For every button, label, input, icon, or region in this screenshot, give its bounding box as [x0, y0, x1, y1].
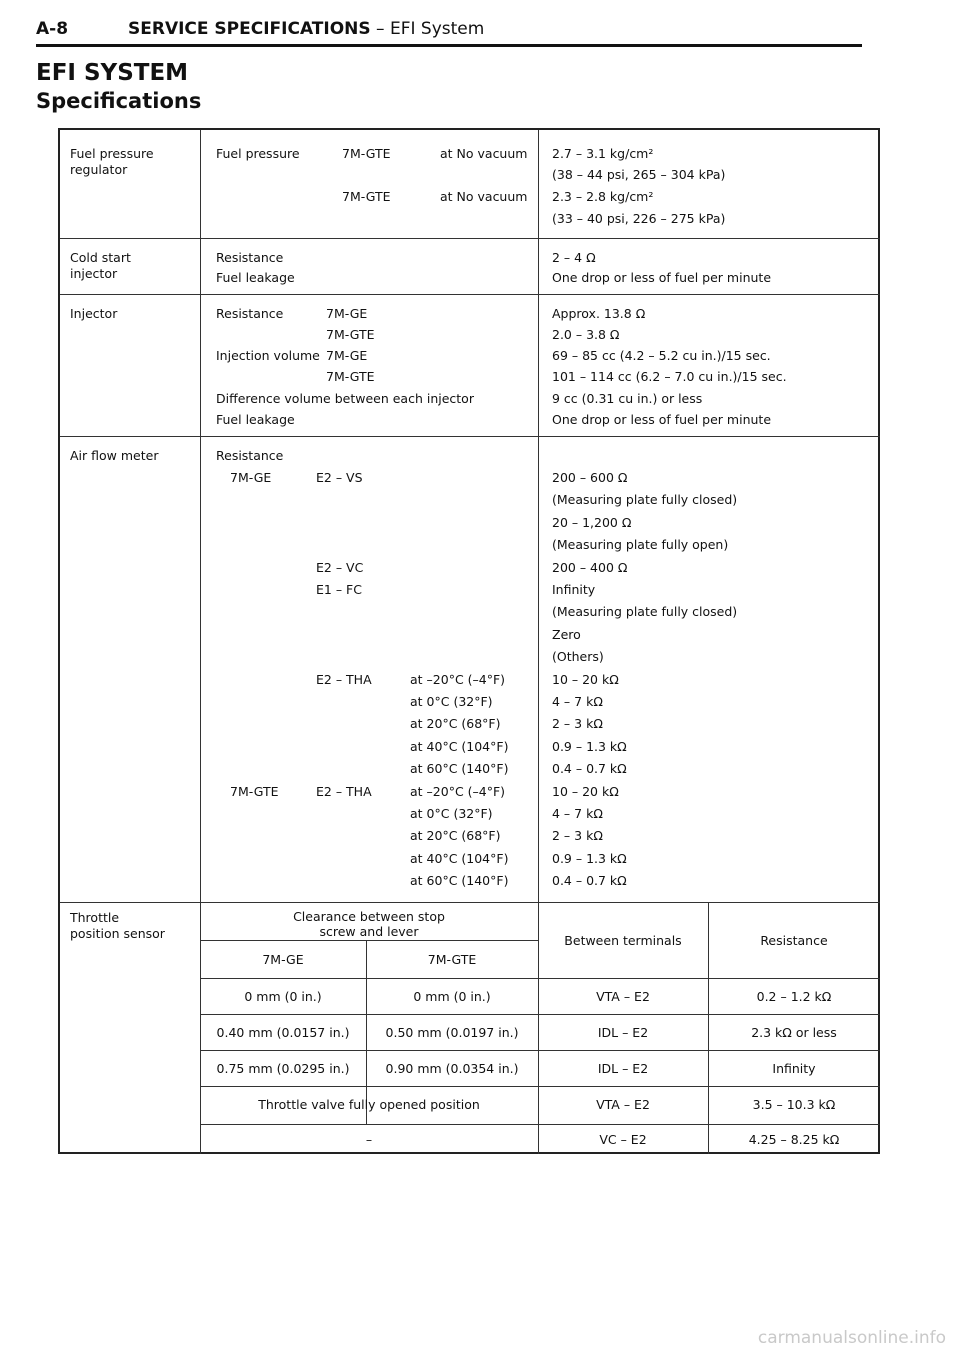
clearance-7m-ge-cell: 0.75 mm (0.0295 in.)	[216, 1061, 350, 1076]
page-number: A-8	[36, 19, 69, 39]
watermark: carmanualsonline.info	[757, 1328, 946, 1348]
value-cell: 10 – 20 kΩ	[552, 672, 619, 687]
grid-rule	[200, 978, 880, 979]
grid-rule	[200, 1050, 880, 1051]
section-label-cold-start-injector: Cold start	[70, 250, 131, 265]
value-cell: 4 – 7 kΩ	[552, 694, 603, 709]
terminal-cell: E1 – FC	[316, 582, 362, 597]
header-model-7m-gte: 7M-GTE	[427, 952, 477, 967]
header-between-terminals: Between terminals	[564, 933, 682, 948]
header-clearance: Clearance between stop	[293, 909, 445, 924]
header-model-7m-ge: 7M-GE	[262, 952, 304, 967]
header-resistance: Resistance	[760, 933, 828, 948]
section-label-throttle-position-sensor: Throttle	[70, 910, 120, 925]
value-cell: 0.9 – 1.3 kΩ	[552, 739, 627, 754]
grid-rule	[200, 1086, 880, 1087]
condition-cell: at No vacuum	[440, 146, 528, 161]
value-cell: 0.4 – 0.7 kΩ	[552, 873, 627, 888]
specifications-table	[58, 128, 880, 1154]
value-cell: Infinity	[552, 582, 596, 597]
model-cell: 7M-GTE	[342, 189, 391, 204]
condition-cell: at 40°C (104°F)	[410, 851, 509, 866]
item-cell: Resistance	[216, 250, 284, 265]
running-header-section: SERVICE SPECIFICATIONS	[128, 19, 371, 39]
condition-cell: at –20°C (–4°F)	[410, 784, 506, 799]
value-cell: (Measuring plate fully closed)	[552, 604, 738, 619]
section-label-cold-start-injector-2: injector	[70, 266, 118, 281]
section-rule	[60, 294, 880, 295]
value-cell: (Measuring plate fully closed)	[552, 492, 738, 507]
model-cell: 7M-GTE	[342, 146, 391, 161]
condition-cell: at No vacuum	[440, 189, 528, 204]
clearance-7m-gte-cell: 0.90 mm (0.0354 in.)	[385, 1061, 519, 1076]
item-fuel-pressure: Fuel pressure	[216, 146, 300, 161]
terminal-cell: E2 – THA	[316, 784, 372, 799]
value-cell: 9 cc (0.31 cu in.) or less	[552, 391, 703, 406]
condition-cell: at 0°C (32°F)	[410, 694, 493, 709]
terminals-cell: IDL – E2	[597, 1061, 649, 1076]
terminal-cell: E2 – VC	[316, 560, 364, 575]
condition-cell: at –20°C (–4°F)	[410, 672, 506, 687]
item-cell: Resistance	[216, 306, 284, 321]
running-header-subsection: – EFI System	[370, 19, 485, 39]
clearance-7m-ge-cell: 0.40 mm (0.0157 in.)	[216, 1025, 350, 1040]
value-cell: 0.4 – 0.7 kΩ	[552, 761, 627, 776]
section-label-fuel-pressure-regulator-2: regulator	[70, 162, 128, 177]
value-cell: 2.3 – 2.8 kg/cm²	[552, 189, 654, 204]
value-cell: 101 – 114 cc (6.2 – 7.0 cu in.)/15 sec.	[552, 369, 787, 384]
section-label-air-flow-meter: Air flow meter	[70, 448, 159, 463]
terminals-cell: IDL – E2	[597, 1025, 649, 1040]
page-subtitle: Specifications	[36, 89, 202, 113]
terminals-cell: VTA – E2	[596, 1097, 650, 1112]
condition-cell: at 0°C (32°F)	[410, 806, 493, 821]
resistance-cell: Infinity	[772, 1061, 816, 1076]
value-cell: (Others)	[552, 649, 604, 664]
condition-cell: at 60°C (140°F)	[410, 761, 509, 776]
resistance-cell: 0.2 – 1.2 kΩ	[756, 989, 832, 1004]
value-cell: 10 – 20 kΩ	[552, 784, 619, 799]
clearance-span-cell: Throttle valve fully opened position	[258, 1097, 480, 1112]
value-cell: 4 – 7 kΩ	[552, 806, 603, 821]
value-cell: 69 – 85 cc (4.2 – 5.2 cu in.)/15 sec.	[552, 348, 771, 363]
clearance-span-cell: –	[365, 1132, 373, 1147]
resistance-cell: 4.25 – 8.25 kΩ	[748, 1132, 840, 1147]
value-cell: 2 – 3 kΩ	[552, 716, 603, 731]
clearance-7m-ge-cell: 0 mm (0 in.)	[244, 989, 322, 1004]
item-cell: Injection volume	[216, 348, 320, 363]
grid-rule	[200, 1014, 880, 1015]
value-cell: 2.7 – 3.1 kg/cm²	[552, 146, 654, 161]
section-label-injector: Injector	[70, 306, 118, 321]
terminals-cell: VC – E2	[599, 1132, 647, 1147]
terminal-cell: E2 – THA	[316, 672, 372, 687]
page-title: EFI SYSTEM	[36, 60, 189, 86]
value-cell: (33 – 40 psi, 226 – 275 kPa)	[552, 211, 726, 226]
value-cell: Zero	[552, 627, 581, 642]
value-cell: 20 – 1,200 Ω	[552, 515, 632, 530]
running-header	[128, 19, 484, 39]
section-rule	[60, 238, 880, 239]
terminal-cell: E2 – VS	[316, 470, 363, 485]
value-cell: 0.9 – 1.3 kΩ	[552, 851, 627, 866]
clearance-7m-gte-cell: 0.50 mm (0.0197 in.)	[385, 1025, 519, 1040]
condition-cell: at 40°C (104°F)	[410, 739, 509, 754]
condition-cell: at 20°C (68°F)	[410, 828, 501, 843]
clearance-7m-gte-cell: 0 mm (0 in.)	[413, 989, 491, 1004]
value-cell: 2.0 – 3.8 Ω	[552, 327, 620, 342]
header-rule	[36, 44, 862, 47]
condition-cell: at 20°C (68°F)	[410, 716, 501, 731]
section-rule	[60, 902, 880, 903]
value-cell: 200 – 600 Ω	[552, 470, 628, 485]
condition-cell: at 60°C (140°F)	[410, 873, 509, 888]
model-cell: 7M-GE	[326, 348, 368, 363]
item-cell: Fuel leakage	[216, 412, 295, 427]
header-clearance-2: screw and lever	[319, 924, 419, 939]
value-cell: One drop or less of fuel per minute	[552, 412, 772, 427]
terminals-cell: VTA – E2	[596, 989, 650, 1004]
section-rule	[60, 436, 880, 437]
value-cell: 2 – 3 kΩ	[552, 828, 603, 843]
value-cell: One drop or less of fuel per minute	[552, 270, 772, 285]
resistance-cell: 3.5 – 10.3 kΩ	[752, 1097, 836, 1112]
model-cell: 7M-GTE	[326, 369, 375, 384]
model-cell: 7M-GE	[230, 470, 272, 485]
section-label-fuel-pressure-regulator: Fuel pressure	[70, 146, 154, 161]
value-cell: 2 – 4 Ω	[552, 250, 596, 265]
resistance-cell: 2.3 kΩ or less	[751, 1025, 837, 1040]
model-cell: 7M-GTE	[230, 784, 279, 799]
value-cell: (Measuring plate fully open)	[552, 537, 729, 552]
item-cell: Fuel leakage	[216, 270, 295, 285]
grid-rule	[200, 1124, 880, 1125]
item-resistance: Resistance	[216, 448, 284, 463]
grid-rule	[200, 940, 538, 941]
value-cell: (38 – 44 psi, 265 – 304 kPa)	[552, 167, 726, 182]
model-cell: 7M-GTE	[326, 327, 375, 342]
model-cell: 7M-GE	[326, 306, 368, 321]
item-cell: Difference volume between each injector	[216, 391, 474, 406]
value-cell: Approx. 13.8 Ω	[552, 306, 646, 321]
section-label-throttle-position-sensor-2: position sensor	[70, 926, 165, 941]
value-cell: 200 – 400 Ω	[552, 560, 628, 575]
